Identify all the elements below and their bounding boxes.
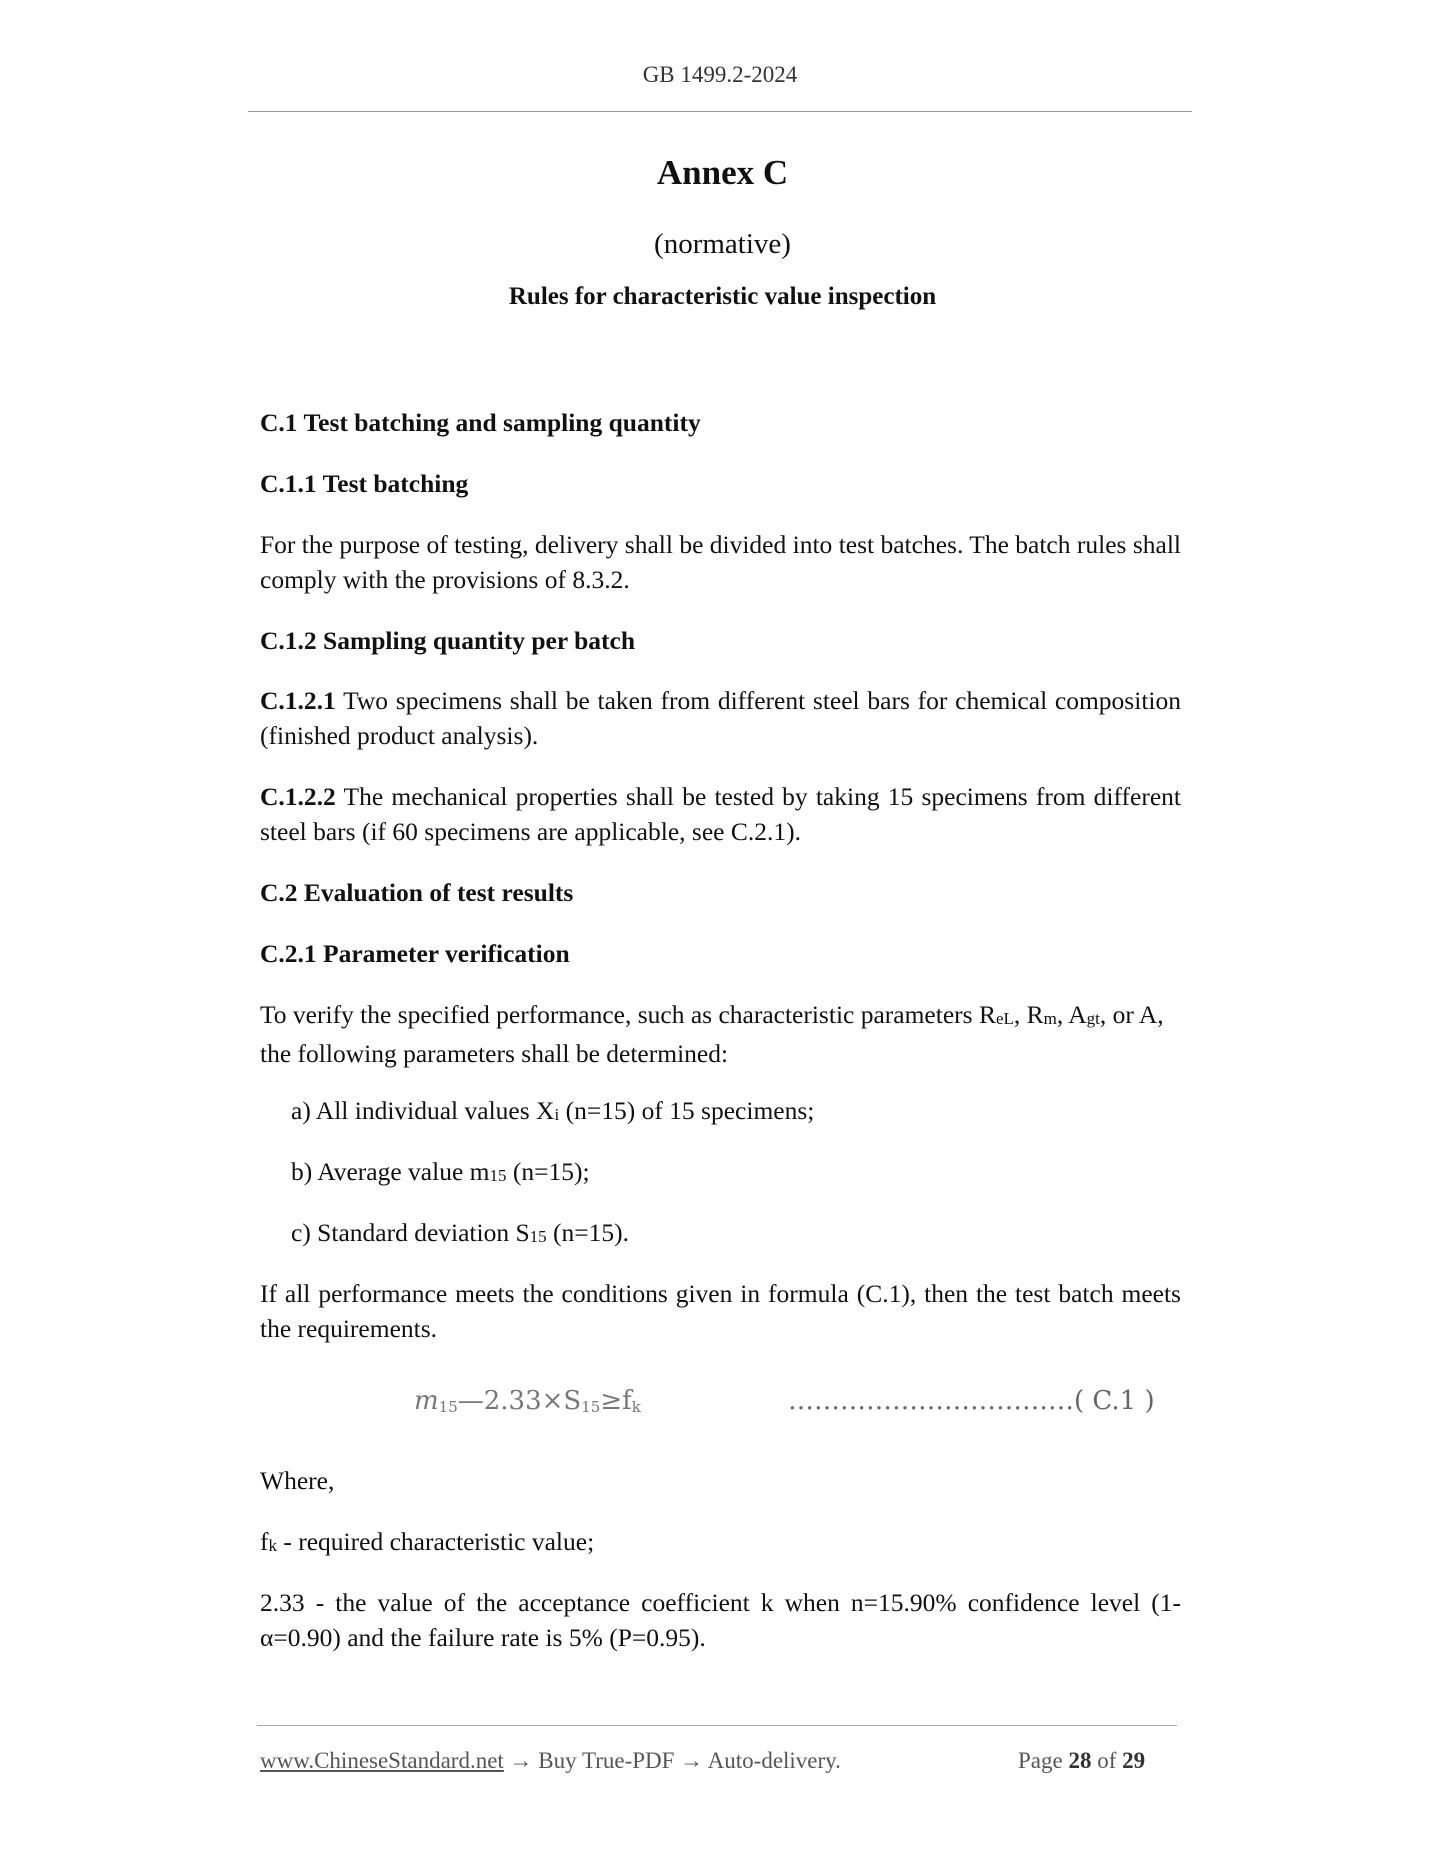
annex-title: Annex C — [656, 153, 789, 192]
where-label: Where, — [260, 1466, 335, 1495]
formula-subscript: 15 — [438, 1398, 458, 1416]
clause-text-c121: Two specimens shall be taken from different steel bars for chemical composition (finished product analysis). — [260, 686, 1181, 750]
formula-subscript: k — [631, 1398, 641, 1416]
page-number: 28 — [1068, 1748, 1092, 1773]
footer-promo-text: → Buy True-PDF → Auto-delivery. — [503, 1748, 841, 1773]
clause-label-c121: C.1.2.1 — [260, 686, 336, 715]
list-item-text: a) All individual values X — [291, 1096, 555, 1125]
subscript: i — [554, 1105, 560, 1124]
clause-text-c122: The mechanical properties shall be tested by taking 15 specimens from different steel bars (if 60 specimens are applicable, see C.2.1). — [260, 782, 1181, 846]
document-number-header: GB 1499.2-2024 — [642, 62, 798, 87]
annex-type: (normative) — [654, 228, 791, 260]
intro-text: , A — [1056, 1000, 1087, 1029]
formula-reference: ……………………………( C.1 ) — [788, 1386, 1155, 1416]
section-heading-c12: C.1.2 Sampling quantity per batch — [260, 626, 636, 655]
formula-c1 — [414, 1386, 641, 1416]
list-item-text: c) Standard deviation S — [291, 1218, 530, 1247]
subscript-el: eL — [995, 1009, 1014, 1028]
paragraph-c121 — [260, 683, 1181, 753]
definition-fk — [260, 1524, 1181, 1563]
formula-symbol-m: m — [414, 1386, 439, 1416]
paragraph-c122 — [260, 779, 1181, 849]
page-of-label: of — [1091, 1748, 1123, 1773]
section-heading-c1: C.1 Test batching and sampling quantity — [260, 408, 701, 437]
subscript: 15 — [489, 1166, 507, 1185]
annex-subtitle: Rules for characteristic value inspection — [508, 283, 937, 310]
definition-text: f — [260, 1527, 269, 1556]
subscript-gt: gt — [1086, 1009, 1100, 1028]
paragraph-c11: For the purpose of testing, delivery shall be divided into test batches. The batch rules shall comply with the provisions of 8.3.2. — [260, 530, 1181, 594]
paragraph-c21-intro — [260, 997, 1181, 1071]
list-item-text: (n=15) of 15 specimens; — [559, 1096, 815, 1125]
list-item-text: (n=15); — [506, 1157, 590, 1186]
definition-text: - required characteristic value; — [277, 1527, 595, 1556]
footer-divider — [257, 1725, 1177, 1726]
intro-text: To verify the specified performance, such as characteristic parameters R — [260, 1000, 996, 1029]
list-item-b — [291, 1154, 1171, 1193]
list-item-text: b) Average value m — [291, 1157, 490, 1186]
definition-coefficient: 2.33 - the value of the acceptance coefficient k when n=15.90% confidence level (1-α=0.90) and the failure rate is 5% (P=0.95). — [260, 1588, 1181, 1652]
subscript-m: m — [1043, 1009, 1057, 1028]
subscript: k — [268, 1536, 277, 1555]
intro-text: , or A, the following parameters shall be determined: — [260, 1000, 1164, 1068]
section-heading-c11: C.1.1 Test batching — [260, 469, 469, 498]
footer-site-link[interactable]: www.ChineseStandard.net — [260, 1748, 504, 1773]
formula-subscript: 15 — [581, 1398, 601, 1416]
subscript: 15 — [529, 1227, 547, 1246]
section-heading-c2: C.2 Evaluation of test results — [260, 878, 574, 907]
list-item-text: (n=15). — [546, 1218, 630, 1247]
formula-middle: —2.33×S — [457, 1386, 582, 1416]
header-divider — [248, 111, 1192, 112]
paragraph-condition: If all performance meets the conditions given in formula (C.1), then the test batch meets the requirements. — [260, 1279, 1181, 1343]
footer-promo — [260, 1748, 841, 1774]
section-heading-c21: C.2.1 Parameter verification — [260, 939, 570, 968]
intro-text: , R — [1013, 1000, 1044, 1029]
list-item-c — [291, 1215, 1171, 1254]
clause-label-c122: C.1.2.2 — [260, 782, 336, 811]
list-item-a — [291, 1093, 1171, 1132]
page-total: 29 — [1122, 1748, 1146, 1773]
page-label: Page — [1018, 1748, 1069, 1773]
page-indicator — [1018, 1748, 1145, 1774]
formula-ge: ≥f — [600, 1386, 632, 1416]
